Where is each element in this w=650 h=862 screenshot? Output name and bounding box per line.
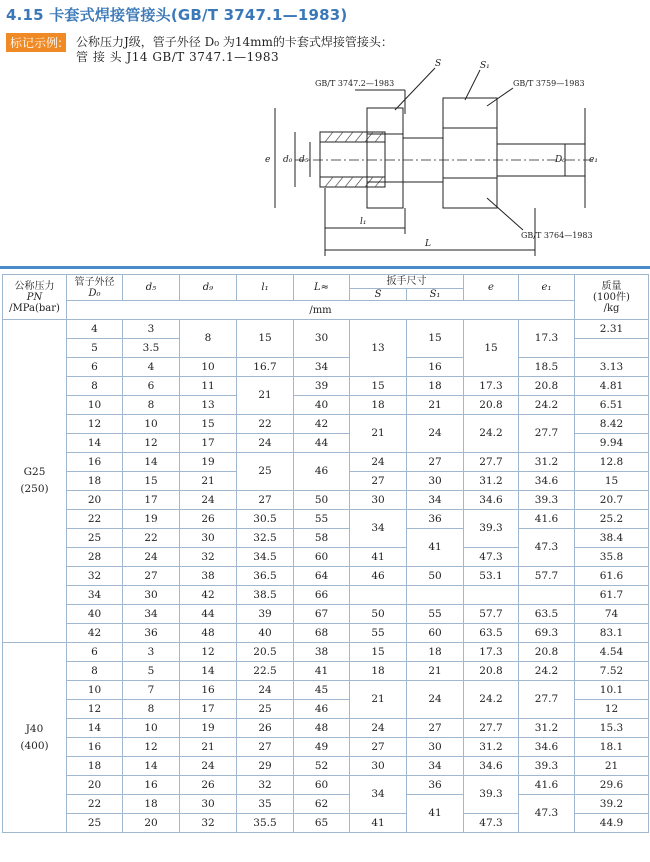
cell-m: 7.52 bbox=[575, 662, 649, 681]
cell-d5: 19 bbox=[123, 510, 180, 529]
page-title: 4.15 卡套式焊接管接头(GB/T 3747.1—1983) bbox=[6, 6, 348, 24]
cell-S1: 16 bbox=[407, 358, 464, 377]
cell-D0: 34 bbox=[67, 586, 123, 605]
cell-S1: 24 bbox=[407, 681, 464, 719]
example-label: 标记示例: bbox=[6, 33, 66, 52]
cell-L: 39 bbox=[294, 377, 350, 396]
label-s: S bbox=[435, 59, 442, 69]
table-row bbox=[3, 795, 649, 814]
cell-e1: 41.6 bbox=[519, 510, 575, 529]
table-row bbox=[3, 415, 649, 434]
cell-e: 24.2 bbox=[464, 681, 519, 719]
cell-S1: 27 bbox=[407, 719, 464, 738]
cell-S: 27 bbox=[350, 738, 407, 757]
cell-S: 34 bbox=[350, 510, 407, 548]
cell-l1: 35 bbox=[237, 795, 294, 814]
cell-L: 62 bbox=[294, 795, 350, 814]
cell-d5: 27 bbox=[123, 567, 180, 586]
header-wrench: 扳手尺寸 S S₁ bbox=[350, 275, 464, 301]
cell-d9: 24 bbox=[180, 757, 237, 776]
cell-d9: 48 bbox=[180, 624, 237, 643]
cell-e1: 18.5 bbox=[519, 358, 575, 377]
cell-D0: 12 bbox=[67, 700, 123, 719]
cell-L: 30 bbox=[294, 320, 350, 358]
label-D0: D₀ bbox=[555, 155, 566, 165]
header-pn: 公称压力 PN /MPa(bar) bbox=[3, 275, 67, 320]
label-d5: d₅ bbox=[299, 155, 309, 165]
header-e: e bbox=[464, 275, 519, 301]
cell-S1: 55 bbox=[407, 605, 464, 624]
cell-l1: 34.5 bbox=[237, 548, 294, 567]
cell-S1: 41 bbox=[407, 529, 464, 567]
cell-m: 4.54 bbox=[575, 643, 649, 662]
table-row bbox=[3, 491, 649, 510]
cell-m: 12 bbox=[575, 700, 649, 719]
cell-e1: 39.3 bbox=[519, 491, 575, 510]
cell-d5: 14 bbox=[123, 757, 180, 776]
cell-e: 24.2 bbox=[464, 415, 519, 453]
cell-e1: 24.2 bbox=[519, 662, 575, 681]
cell-L: 50 bbox=[294, 491, 350, 510]
cell-L: 58 bbox=[294, 529, 350, 548]
cell-d5: 4 bbox=[123, 358, 180, 377]
table-row bbox=[3, 567, 649, 586]
cell-l1: 25 bbox=[237, 453, 294, 491]
cell-m: 20.7 bbox=[575, 491, 649, 510]
cell-d5: 16 bbox=[123, 776, 180, 795]
cell-l1: 22 bbox=[237, 415, 294, 434]
cell-m: 21 bbox=[575, 757, 649, 776]
cell-d9: 13 bbox=[180, 396, 237, 415]
header-L: L≈ bbox=[294, 275, 350, 301]
cell-m: 15 bbox=[575, 472, 649, 491]
cell-d5: 8 bbox=[123, 700, 180, 719]
section-divider bbox=[0, 266, 650, 269]
cell-S: 41 bbox=[350, 814, 407, 833]
cell-D0: 25 bbox=[67, 529, 123, 548]
cell-d5: 14 bbox=[123, 453, 180, 472]
cell-D0: 16 bbox=[67, 453, 123, 472]
cell-d9: 38 bbox=[180, 567, 237, 586]
cell-m: 74 bbox=[575, 605, 649, 624]
cell-e: 34.6 bbox=[464, 757, 519, 776]
cell-d9: 8 bbox=[180, 320, 237, 358]
cell-d9: 42 bbox=[180, 586, 237, 605]
cell-l1: 27 bbox=[237, 738, 294, 757]
table-row bbox=[3, 320, 649, 339]
cell-D0: 25 bbox=[67, 814, 123, 833]
cell-l1: 15 bbox=[237, 320, 294, 358]
cell-S: 24 bbox=[350, 453, 407, 472]
pressure-group-g25: G25 (250) bbox=[3, 320, 67, 643]
cell-S: 27 bbox=[350, 472, 407, 491]
cell-l1: 27 bbox=[237, 491, 294, 510]
table-row bbox=[3, 624, 649, 643]
table-row bbox=[3, 605, 649, 624]
cell-d9: 30 bbox=[180, 795, 237, 814]
label-L: L bbox=[425, 239, 431, 249]
cell-S1: 15 bbox=[407, 320, 464, 358]
cell-e: 27.7 bbox=[464, 719, 519, 738]
cell-L: 41 bbox=[294, 662, 350, 681]
cell-D0: 8 bbox=[67, 377, 123, 396]
cell-D0: 40 bbox=[67, 605, 123, 624]
cell-D0: 8 bbox=[67, 662, 123, 681]
cell-S: 13 bbox=[350, 320, 407, 377]
cell-D0: 12 bbox=[67, 415, 123, 434]
table-row bbox=[3, 643, 649, 662]
cell-e: 63.5 bbox=[464, 624, 519, 643]
table-row bbox=[3, 510, 649, 529]
table-row bbox=[3, 719, 649, 738]
cell-l1: 39 bbox=[237, 605, 294, 624]
table-row bbox=[3, 453, 649, 472]
cell-m: 29.6 bbox=[575, 776, 649, 795]
table-row bbox=[3, 681, 649, 700]
cell-m: 12.8 bbox=[575, 453, 649, 472]
header-d0: 管子外径 D₀ bbox=[67, 275, 123, 301]
cell-S1: 18 bbox=[407, 377, 464, 396]
cell-e1: 31.2 bbox=[519, 453, 575, 472]
cell-e bbox=[464, 586, 519, 605]
cell-d9: 19 bbox=[180, 719, 237, 738]
cell-e1: 41.6 bbox=[519, 776, 575, 795]
cell-D0: 22 bbox=[67, 795, 123, 814]
table-row bbox=[3, 757, 649, 776]
cell-S1: 24 bbox=[407, 415, 464, 453]
cell-e: 39.3 bbox=[464, 510, 519, 548]
cell-d5: 30 bbox=[123, 586, 180, 605]
cell-e1: 24.2 bbox=[519, 396, 575, 415]
cell-l1: 20.5 bbox=[237, 643, 294, 662]
pressure-group-j40: J40 (400) bbox=[3, 643, 67, 833]
cell-m: 3.13 bbox=[575, 358, 649, 377]
cell-l1: 16.7 bbox=[237, 358, 294, 377]
cell-D0: 6 bbox=[67, 358, 123, 377]
cell-l1: 29 bbox=[237, 757, 294, 776]
cell-d5: 22 bbox=[123, 529, 180, 548]
cell-L: 40 bbox=[294, 396, 350, 415]
cell-D0: 10 bbox=[67, 396, 123, 415]
cell-D0: 18 bbox=[67, 757, 123, 776]
cell-L: 65 bbox=[294, 814, 350, 833]
cell-S1: 60 bbox=[407, 624, 464, 643]
cell-e1: 69.3 bbox=[519, 624, 575, 643]
table-row bbox=[3, 662, 649, 681]
cell-d9: 30 bbox=[180, 529, 237, 548]
cell-m: 15.3 bbox=[575, 719, 649, 738]
cell-D0: 20 bbox=[67, 491, 123, 510]
cell-e1: 57.7 bbox=[519, 567, 575, 586]
cell-d9: 26 bbox=[180, 776, 237, 795]
cell-e: 47.3 bbox=[464, 548, 519, 567]
header-l1: l₁ bbox=[237, 275, 294, 301]
cell-d5: 3 bbox=[123, 643, 180, 662]
cell-d9: 14 bbox=[180, 662, 237, 681]
cell-d5: 10 bbox=[123, 415, 180, 434]
cell-e: 39.3 bbox=[464, 776, 519, 814]
cell-L: 55 bbox=[294, 510, 350, 529]
cell-d5: 10 bbox=[123, 719, 180, 738]
cell-l1: 26 bbox=[237, 719, 294, 738]
cell-l1: 25 bbox=[237, 700, 294, 719]
cell-d5: 3.5 bbox=[123, 339, 180, 358]
cell-D0: 4 bbox=[67, 320, 123, 339]
cell-L: 60 bbox=[294, 548, 350, 567]
cell-S: 46 bbox=[350, 567, 407, 586]
cell-l1: 36.5 bbox=[237, 567, 294, 586]
cell-e1: 39.3 bbox=[519, 757, 575, 776]
cell-d9: 32 bbox=[180, 548, 237, 567]
cell-d9: 26 bbox=[180, 510, 237, 529]
cell-d5: 3 bbox=[123, 320, 180, 339]
header-d5: d₅ bbox=[123, 275, 180, 301]
cell-d5: 24 bbox=[123, 548, 180, 567]
cell-d5: 36 bbox=[123, 624, 180, 643]
table-row bbox=[3, 586, 649, 605]
cell-e1: 63.5 bbox=[519, 605, 575, 624]
cell-L: 67 bbox=[294, 605, 350, 624]
cell-L: 66 bbox=[294, 586, 350, 605]
cell-d9: 17 bbox=[180, 434, 237, 453]
cell-d9: 19 bbox=[180, 453, 237, 472]
label-d0: d₀ bbox=[283, 155, 293, 165]
cell-e: 17.3 bbox=[464, 377, 519, 396]
cell-d9: 17 bbox=[180, 700, 237, 719]
cell-d5: 7 bbox=[123, 681, 180, 700]
cell-l1: 22.5 bbox=[237, 662, 294, 681]
cell-S: 15 bbox=[350, 377, 407, 396]
cell-l1: 40 bbox=[237, 624, 294, 643]
cell-S1: 30 bbox=[407, 472, 464, 491]
cell-d9: 32 bbox=[180, 814, 237, 833]
cell-m: 39.2 bbox=[575, 795, 649, 814]
cell-l1: 32.5 bbox=[237, 529, 294, 548]
cell-S: 30 bbox=[350, 491, 407, 510]
cell-L: 48 bbox=[294, 719, 350, 738]
cell-L: 34 bbox=[294, 358, 350, 377]
cell-S: 15 bbox=[350, 643, 407, 662]
label-s1: S₁ bbox=[480, 61, 490, 71]
cell-L: 38 bbox=[294, 643, 350, 662]
cell-l1: 30.5 bbox=[237, 510, 294, 529]
cell-l1: 35.5 bbox=[237, 814, 294, 833]
cell-D0: 32 bbox=[67, 567, 123, 586]
cell-e1: 34.6 bbox=[519, 738, 575, 757]
cell-D0: 14 bbox=[67, 719, 123, 738]
cell-d5: 18 bbox=[123, 795, 180, 814]
cell-d5: 5 bbox=[123, 662, 180, 681]
cell-S1: 30 bbox=[407, 738, 464, 757]
cell-e: 17.3 bbox=[464, 643, 519, 662]
table-row bbox=[3, 396, 649, 415]
cell-m: 44.9 bbox=[575, 814, 649, 833]
cell-D0: 42 bbox=[67, 624, 123, 643]
cell-S: 21 bbox=[350, 415, 407, 453]
cell-d9: 11 bbox=[180, 377, 237, 396]
header-unit-mm: /mm bbox=[67, 301, 575, 320]
cell-S1: 34 bbox=[407, 491, 464, 510]
cell-l1: 32 bbox=[237, 776, 294, 795]
cell-l1: 24 bbox=[237, 681, 294, 700]
cell-m: 35.8 bbox=[575, 548, 649, 567]
cell-m: 83.1 bbox=[575, 624, 649, 643]
cell-S1: 50 bbox=[407, 567, 464, 586]
cell-L: 45 bbox=[294, 681, 350, 700]
label-e1: e₁ bbox=[589, 155, 598, 165]
cell-e1: 20.8 bbox=[519, 643, 575, 662]
cell-d9: 15 bbox=[180, 415, 237, 434]
cell-S1: 21 bbox=[407, 396, 464, 415]
cell-S1: 36 bbox=[407, 776, 464, 795]
cell-m: 61.7 bbox=[575, 586, 649, 605]
cell-S1: 36 bbox=[407, 510, 464, 529]
cell-L: 60 bbox=[294, 776, 350, 795]
cell-d5: 8 bbox=[123, 396, 180, 415]
cell-L: 52 bbox=[294, 757, 350, 776]
cell-e1: 47.3 bbox=[519, 529, 575, 567]
cell-S: 21 bbox=[350, 681, 407, 719]
cell-m: 61.6 bbox=[575, 567, 649, 586]
cell-L: 42 bbox=[294, 415, 350, 434]
cell-S: 41 bbox=[350, 548, 407, 567]
cell-S: 34 bbox=[350, 776, 407, 814]
cell-e1: 34.6 bbox=[519, 472, 575, 491]
cell-D0: 14 bbox=[67, 434, 123, 453]
cell-e: 31.2 bbox=[464, 472, 519, 491]
cell-d5: 17 bbox=[123, 491, 180, 510]
cell-m: 9.94 bbox=[575, 434, 649, 453]
cell-e1: 17.3 bbox=[519, 320, 575, 358]
cell-e1: 20.8 bbox=[519, 377, 575, 396]
cell-S: 55 bbox=[350, 624, 407, 643]
header-d9: d₉ bbox=[180, 275, 237, 301]
cell-d9: 44 bbox=[180, 605, 237, 624]
cell-S: 18 bbox=[350, 396, 407, 415]
cell-S1: 27 bbox=[407, 453, 464, 472]
cell-e: 15 bbox=[464, 320, 519, 377]
cell-d5: 12 bbox=[123, 434, 180, 453]
table-row bbox=[3, 377, 649, 396]
cell-l1: 38.5 bbox=[237, 586, 294, 605]
cell-S1: 41 bbox=[407, 795, 464, 833]
cell-L: 46 bbox=[294, 453, 350, 491]
cell-L: 44 bbox=[294, 434, 350, 453]
fitting-drawing bbox=[255, 58, 615, 263]
cell-d9: 10 bbox=[180, 358, 237, 377]
cell-S1: 21 bbox=[407, 662, 464, 681]
spec-table bbox=[2, 274, 649, 833]
table-row bbox=[3, 738, 649, 757]
cell-m: 18.1 bbox=[575, 738, 649, 757]
cell-D0: 18 bbox=[67, 472, 123, 491]
label-e: e bbox=[265, 155, 271, 165]
cell-D0: 20 bbox=[67, 776, 123, 795]
cell-S: 24 bbox=[350, 719, 407, 738]
cell-d9: 21 bbox=[180, 472, 237, 491]
cell-e: 34.6 bbox=[464, 491, 519, 510]
cell-D0: 5 bbox=[67, 339, 123, 358]
cell-D0: 28 bbox=[67, 548, 123, 567]
cell-d9: 16 bbox=[180, 681, 237, 700]
cell-D0: 16 bbox=[67, 738, 123, 757]
cell-d5: 34 bbox=[123, 605, 180, 624]
cell-e: 47.3 bbox=[464, 814, 519, 833]
cell-S: 30 bbox=[350, 757, 407, 776]
cell-d5: 15 bbox=[123, 472, 180, 491]
label-l1: l₁ bbox=[360, 217, 367, 227]
cell-L: 49 bbox=[294, 738, 350, 757]
cell-e1: 27.7 bbox=[519, 681, 575, 719]
std-left-label: GB/T 3747.2—1983 bbox=[315, 79, 395, 88]
header-e1: e₁ bbox=[519, 275, 575, 301]
cell-m: 10.1 bbox=[575, 681, 649, 700]
cell-D0: 22 bbox=[67, 510, 123, 529]
cell-S: 50 bbox=[350, 605, 407, 624]
cell-D0: 10 bbox=[67, 681, 123, 700]
cell-l1: 21 bbox=[237, 377, 294, 415]
cell-d9: 24 bbox=[180, 491, 237, 510]
cell-S bbox=[350, 586, 407, 605]
table-row bbox=[3, 358, 649, 377]
std-right-label: GB/T 3759—1983 bbox=[513, 79, 585, 88]
cell-d9: 21 bbox=[180, 738, 237, 757]
cell-e1: 31.2 bbox=[519, 719, 575, 738]
cell-m: 4.81 bbox=[575, 377, 649, 396]
cell-S1: 34 bbox=[407, 757, 464, 776]
cell-e1: 47.3 bbox=[519, 795, 575, 833]
cell-d5: 6 bbox=[123, 377, 180, 396]
cell-e: 27.7 bbox=[464, 453, 519, 472]
cell-e1 bbox=[519, 586, 575, 605]
cell-m bbox=[575, 339, 649, 358]
std-bottom-label: GB/T 3764—1983 bbox=[521, 231, 593, 240]
cell-L: 68 bbox=[294, 624, 350, 643]
cell-d5: 12 bbox=[123, 738, 180, 757]
cell-m: 8.42 bbox=[575, 415, 649, 434]
cell-e: 20.8 bbox=[464, 396, 519, 415]
table-row bbox=[3, 776, 649, 795]
cell-L: 46 bbox=[294, 700, 350, 719]
example-text-line1: 公称压力J级，管子外径 D₀ 为14mm的卡套式焊接管接头： bbox=[76, 35, 393, 49]
cell-S: 18 bbox=[350, 662, 407, 681]
example-text-line2: 管 接 头 J14 GB/T 3747.1—1983 bbox=[76, 50, 280, 64]
cell-m: 2.31 bbox=[575, 320, 649, 339]
cell-l1: 24 bbox=[237, 434, 294, 453]
cell-e: 53.1 bbox=[464, 567, 519, 586]
cell-e: 31.2 bbox=[464, 738, 519, 757]
cell-S1: 18 bbox=[407, 643, 464, 662]
cell-m: 6.51 bbox=[575, 396, 649, 415]
cell-e: 57.7 bbox=[464, 605, 519, 624]
cell-d5: 20 bbox=[123, 814, 180, 833]
cell-e1: 27.7 bbox=[519, 415, 575, 453]
cell-S1 bbox=[407, 586, 464, 605]
table-row bbox=[3, 529, 649, 548]
cell-L: 64 bbox=[294, 567, 350, 586]
cell-d9: 12 bbox=[180, 643, 237, 662]
cell-e: 20.8 bbox=[464, 662, 519, 681]
cell-m: 25.2 bbox=[575, 510, 649, 529]
cell-D0: 6 bbox=[67, 643, 123, 662]
cell-m: 38.4 bbox=[575, 529, 649, 548]
header-mass: 质量 (100件) /kg bbox=[575, 275, 649, 320]
